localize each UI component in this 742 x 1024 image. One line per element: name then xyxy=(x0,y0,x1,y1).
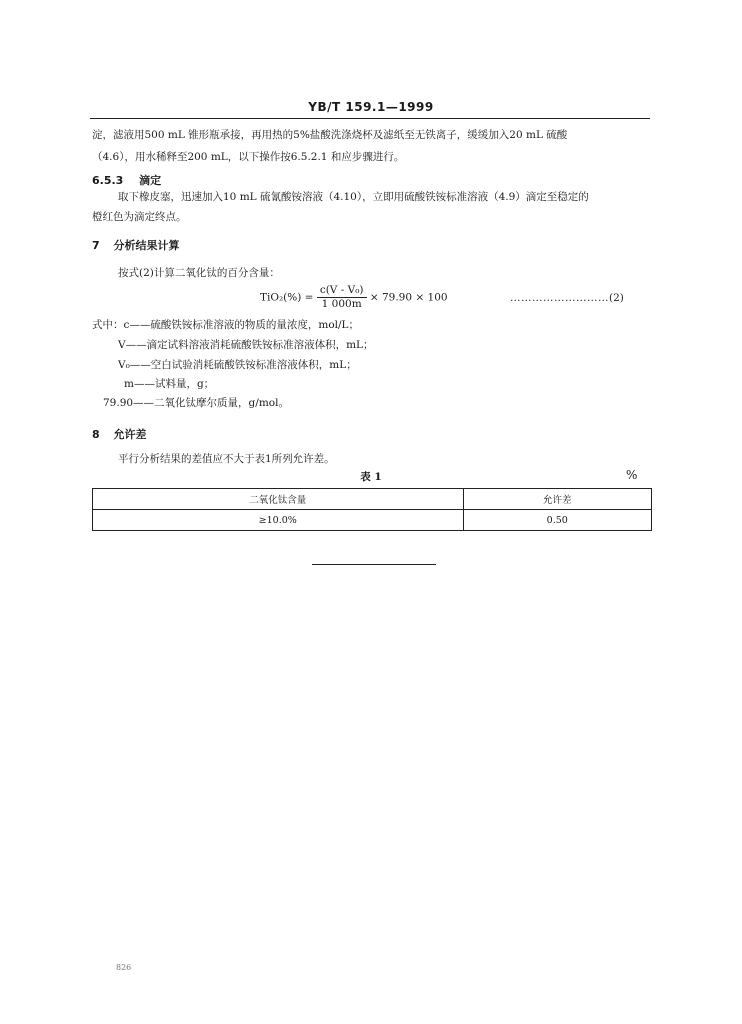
formula-tail: × 79.90 × 100 xyxy=(369,291,448,304)
section-number: 7 xyxy=(92,239,100,252)
where-line: V₀——空白试验消耗硫酸铁铵标准溶液体积，mL； xyxy=(118,359,357,371)
intro-line-2: （4.6），用水稀释至200 mL，以下操作按6.5.2.1 和应步骤进行。 xyxy=(92,151,405,163)
table-cell: 0.50 xyxy=(463,510,652,531)
s653-line-2: 橙红色为滴定终点。 xyxy=(92,211,187,223)
formula-lhs: TiO₂(%) = xyxy=(260,291,314,304)
where-line: 79.90——二氧化钛摩尔质量，g/mol。 xyxy=(103,397,289,409)
formula-equation-number xyxy=(510,292,624,304)
section-number: 6.5.3 xyxy=(92,174,124,187)
section-title: 分析结果计算 xyxy=(113,239,180,252)
section-8-heading xyxy=(92,426,147,442)
formula-dots: ……………………… xyxy=(510,292,609,304)
tolerance-table xyxy=(92,488,652,531)
page-header: YB/T 159.1—1999 xyxy=(308,100,434,114)
header-rule xyxy=(90,118,650,119)
table-caption: 表 1 xyxy=(360,471,382,483)
table-cell: ≥10.0% xyxy=(93,510,464,531)
section-6-5-3-heading xyxy=(92,172,161,188)
table-unit: % xyxy=(626,468,638,482)
page-number: 826 xyxy=(116,963,132,972)
where-line: m——试料量，g； xyxy=(124,378,215,390)
formula-numerator: c(V - V₀) xyxy=(317,284,367,298)
table-row xyxy=(93,510,652,531)
s653-line-1: 取下橡皮塞，迅速加入10 mL 硫氰酸铵溶液（4.10），立即用硫酸铁铵标准溶液（4.9）滴定至稳定的 xyxy=(118,191,589,203)
table-header-cell: 二氧化钛含量 xyxy=(93,489,464,510)
s8-intro: 平行分析结果的差值应不大于表1所列允许差。 xyxy=(118,453,335,465)
formula-eqno: (2) xyxy=(609,292,624,304)
section-title: 允许差 xyxy=(113,428,147,441)
s7-intro: 按式(2)计算二氧化钛的百分含量： xyxy=(118,267,280,279)
intro-line-1: 淀，滤液用500 mL 锥形瓶承接，再用热的5%盐酸洗涤烧杯及滤纸至无铁离子，缓缓加入20 mL 硫酸 xyxy=(92,129,568,141)
end-rule xyxy=(312,564,436,565)
formula-fraction xyxy=(317,284,367,311)
section-number: 8 xyxy=(92,428,100,441)
table-header-cell: 允许差 xyxy=(463,489,652,510)
section-title: 滴定 xyxy=(139,174,162,187)
where-line: V——滴定试料溶液消耗硫酸铁铵标准溶液体积，mL； xyxy=(118,339,374,351)
formula-denominator: 1 000m xyxy=(321,298,362,310)
section-7-heading xyxy=(92,237,180,253)
where-line: 式中：c——硫酸铁铵标准溶液的物质的量浓度，mol/L； xyxy=(92,319,360,331)
formula xyxy=(260,284,448,311)
table-header-row xyxy=(93,489,652,510)
